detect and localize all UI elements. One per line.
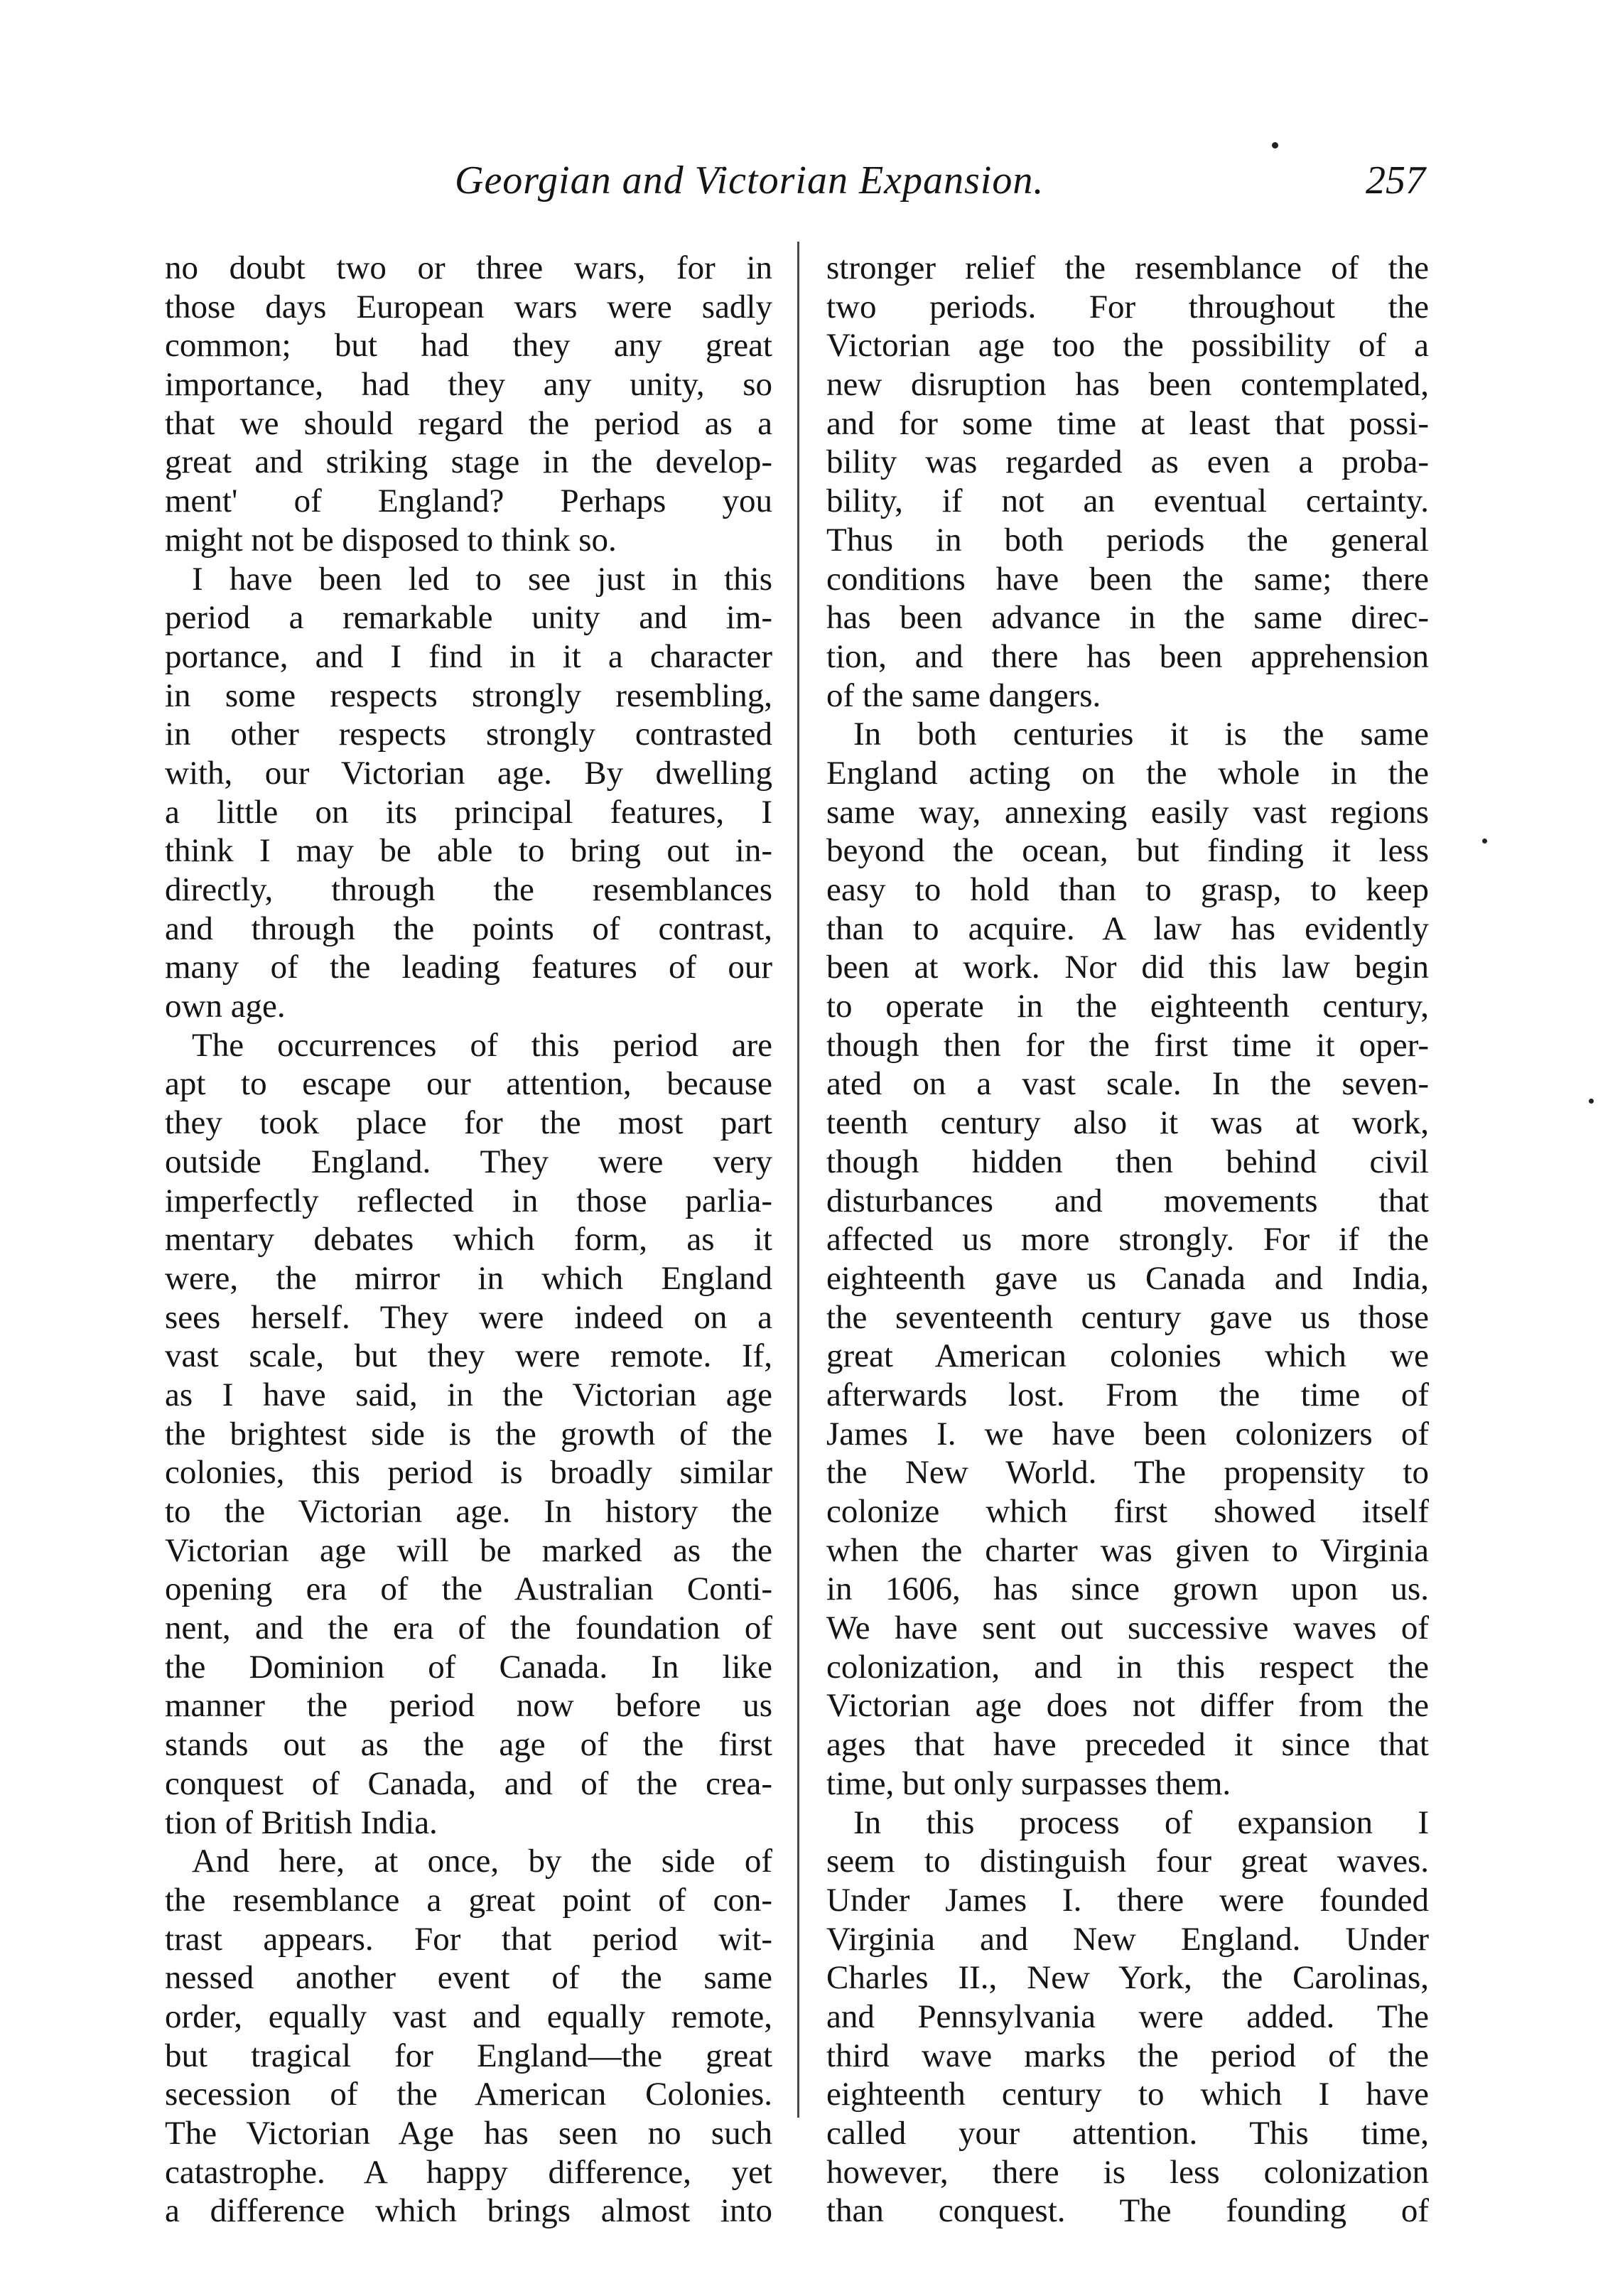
text-line: than conquest. The founding of [826, 2192, 1429, 2230]
text-line: In this process of expansion I [853, 1804, 1429, 1841]
text-line: and Pennsylvania were added. The [826, 1998, 1429, 2035]
text-line: no doubt two or three wars, for in [165, 249, 772, 286]
text-line: In both centuries it is the same [853, 716, 1429, 753]
page-number: 257 [1366, 158, 1425, 203]
text-line: the resemblance a great point of con- [165, 1881, 772, 1919]
text-line: Victorian age does not differ from the [826, 1687, 1429, 1725]
text-line: eighteenth gave us Canada and India, [826, 1259, 1429, 1297]
text-line: and through the points of contrast, [165, 910, 772, 947]
text-line: manner the period now before us [165, 1687, 772, 1725]
text-line: though hidden then behind civil [826, 1143, 1429, 1180]
text-line: in some respects strongly resembling, [165, 677, 772, 714]
text-line: Victorian age will be marked as the [165, 1531, 772, 1569]
print-speck [1589, 1099, 1594, 1104]
text-line: order, equally vast and equally remote, [165, 1998, 772, 2035]
text-line: easy to hold than to grasp, to keep [826, 871, 1429, 908]
text-line: been at work. Nor did this law begin [826, 949, 1429, 986]
text-line: in 1606, has since grown upon us. [826, 1570, 1429, 1608]
text-line: when the charter was given to Virginia [826, 1531, 1429, 1569]
text-line: many of the leading features of our [165, 949, 772, 986]
text-line: Virginia and New England. Under [826, 1920, 1429, 1958]
text-line: affected us more strongly. For if the [826, 1221, 1429, 1259]
text-line: a difference which brings almost into [165, 2192, 772, 2230]
text-line: in other respects strongly contrasted [165, 716, 772, 753]
text-line: Victorian age too the possibility of a [826, 327, 1429, 365]
text-line: third wave marks the period of the [826, 2037, 1429, 2074]
text-line: great and striking stage in the develop- [165, 443, 772, 481]
running-title: Georgian and Victorian Expansion. [455, 158, 1044, 203]
text-line: the brightest side is the growth of the [165, 1415, 772, 1452]
text-line: outside England. They were very [165, 1143, 772, 1180]
text-line: the seventeenth century gave us those [826, 1298, 1429, 1336]
text-line: however, there is less colonization [826, 2153, 1429, 2191]
text-line: apt to escape our attention, because [165, 1065, 772, 1103]
text-line: portance, and I find in it a character [165, 637, 772, 675]
text-line: beyond the ocean, but finding it less [826, 832, 1429, 870]
text-line: stands out as the age of the first [165, 1726, 772, 1764]
text-line: trast appears. For that period wit- [165, 1920, 772, 1958]
text-line: We have sent out successive waves of [826, 1610, 1429, 1647]
text-line: they took place for the most part [165, 1104, 772, 1142]
text-line: with, our Victorian age. By dwelling [165, 754, 772, 792]
text-line: conquest of Canada, and of the crea- [165, 1764, 772, 1802]
text-line: to the Victorian age. In history the [165, 1493, 772, 1530]
text-line: James I. we have been colonizers of [826, 1415, 1429, 1452]
text-line: importance, had they any unity, so [165, 366, 772, 404]
text-line: time, but only surpasses them. [826, 1764, 1231, 1802]
text-line: ment' of England? Perhaps you [165, 483, 772, 520]
text-line: might not be disposed to think so. [165, 521, 617, 559]
text-line: directly, through the resemblances [165, 871, 772, 908]
text-line: and for some time at least that possi- [826, 404, 1429, 442]
column-rule [797, 242, 799, 2118]
text-line: The occurrences of this period are [192, 1026, 772, 1064]
text-line: I have been led to see just in this [192, 560, 772, 598]
text-line: stronger relief the resemblance of the [826, 249, 1429, 286]
print-speck [1272, 142, 1278, 149]
text-line: but tragical for England—the great [165, 2037, 772, 2074]
text-line: England acting on the whole in the [826, 754, 1429, 792]
text-line: Thus in both periods the general [826, 521, 1429, 559]
text-line: were, the mirror in which England [165, 1259, 772, 1297]
text-line: imperfectly reflected in those parlia- [165, 1182, 772, 1219]
text-line: bility, if not an eventual certainty. [826, 483, 1429, 520]
text-line: ated on a vast scale. In the seven- [826, 1065, 1429, 1103]
text-line: own age. [165, 988, 286, 1025]
text-line: vast scale, but they were remote. If, [165, 1337, 772, 1375]
text-line: than to acquire. A law has evidently [826, 910, 1429, 947]
text-line: colonies, this period is broadly similar [165, 1454, 772, 1492]
text-line: colonization, and in this respect the [826, 1648, 1429, 1686]
text-line: And here, at once, by the side of [192, 1843, 772, 1880]
text-line: seem to distinguish four great waves. [826, 1843, 1429, 1880]
text-line: the New World. The propensity to [826, 1454, 1429, 1492]
right-column [826, 249, 1429, 2231]
text-line: The Victorian Age has seen no such [165, 2115, 772, 2152]
text-line: the Dominion of Canada. In like [165, 1648, 772, 1686]
text-line: secession of the American Colonies. [165, 2076, 772, 2113]
text-line: bility was regarded as even a proba- [826, 443, 1429, 481]
text-line: ages that have preceded it since that [826, 1726, 1429, 1764]
print-speck [1482, 839, 1487, 844]
text-line: called your attention. This time, [826, 2115, 1429, 2152]
text-line: period a remarkable unity and im- [165, 599, 772, 637]
text-line: conditions have been the same; there [826, 560, 1429, 598]
text-line: colonize which first showed itself [826, 1493, 1429, 1530]
text-line: tion, and there has been apprehension [826, 637, 1429, 675]
text-line: teenth century also it was at work, [826, 1104, 1429, 1142]
text-line: as I have said, in the Victorian age [165, 1376, 772, 1413]
running-head [0, 158, 1598, 207]
text-line: nessed another event of the same [165, 1959, 772, 1997]
text-line: Under James I. there were founded [826, 1881, 1429, 1919]
text-line: common; but had they any great [165, 327, 772, 365]
text-line: opening era of the Australian Conti- [165, 1570, 772, 1608]
text-line: has been advance in the same direc- [826, 599, 1429, 637]
text-line: though then for the first time it oper- [826, 1026, 1429, 1064]
text-line: catastrophe. A happy difference, yet [165, 2153, 772, 2191]
text-line: sees herself. They were indeed on a [165, 1298, 772, 1336]
text-line: that we should regard the period as a [165, 404, 772, 442]
text-line: afterwards lost. From the time of [826, 1376, 1429, 1413]
text-line: tion of British India. [165, 1804, 438, 1841]
text-line: of the same dangers. [826, 677, 1101, 714]
text-line: disturbances and movements that [826, 1182, 1429, 1219]
text-line: same way, annexing easily vast regions [826, 793, 1429, 831]
text-line: think I may be able to bring out in- [165, 832, 772, 870]
left-column [165, 249, 772, 2231]
text-line: great American colonies which we [826, 1337, 1429, 1375]
text-line: nent, and the era of the foundation of [165, 1610, 772, 1647]
text-line: those days European wars were sadly [165, 288, 772, 325]
text-line: new disruption has been contemplated, [826, 366, 1429, 404]
text-line: to operate in the eighteenth century, [826, 988, 1429, 1025]
text-line: a little on its principal features, I [165, 793, 772, 831]
text-line: eighteenth century to which I have [826, 2076, 1429, 2113]
text-line: two periods. For throughout the [826, 288, 1429, 325]
text-line: Charles II., New York, the Carolinas, [826, 1959, 1429, 1997]
text-line: mentary debates which form, as it [165, 1221, 772, 1259]
